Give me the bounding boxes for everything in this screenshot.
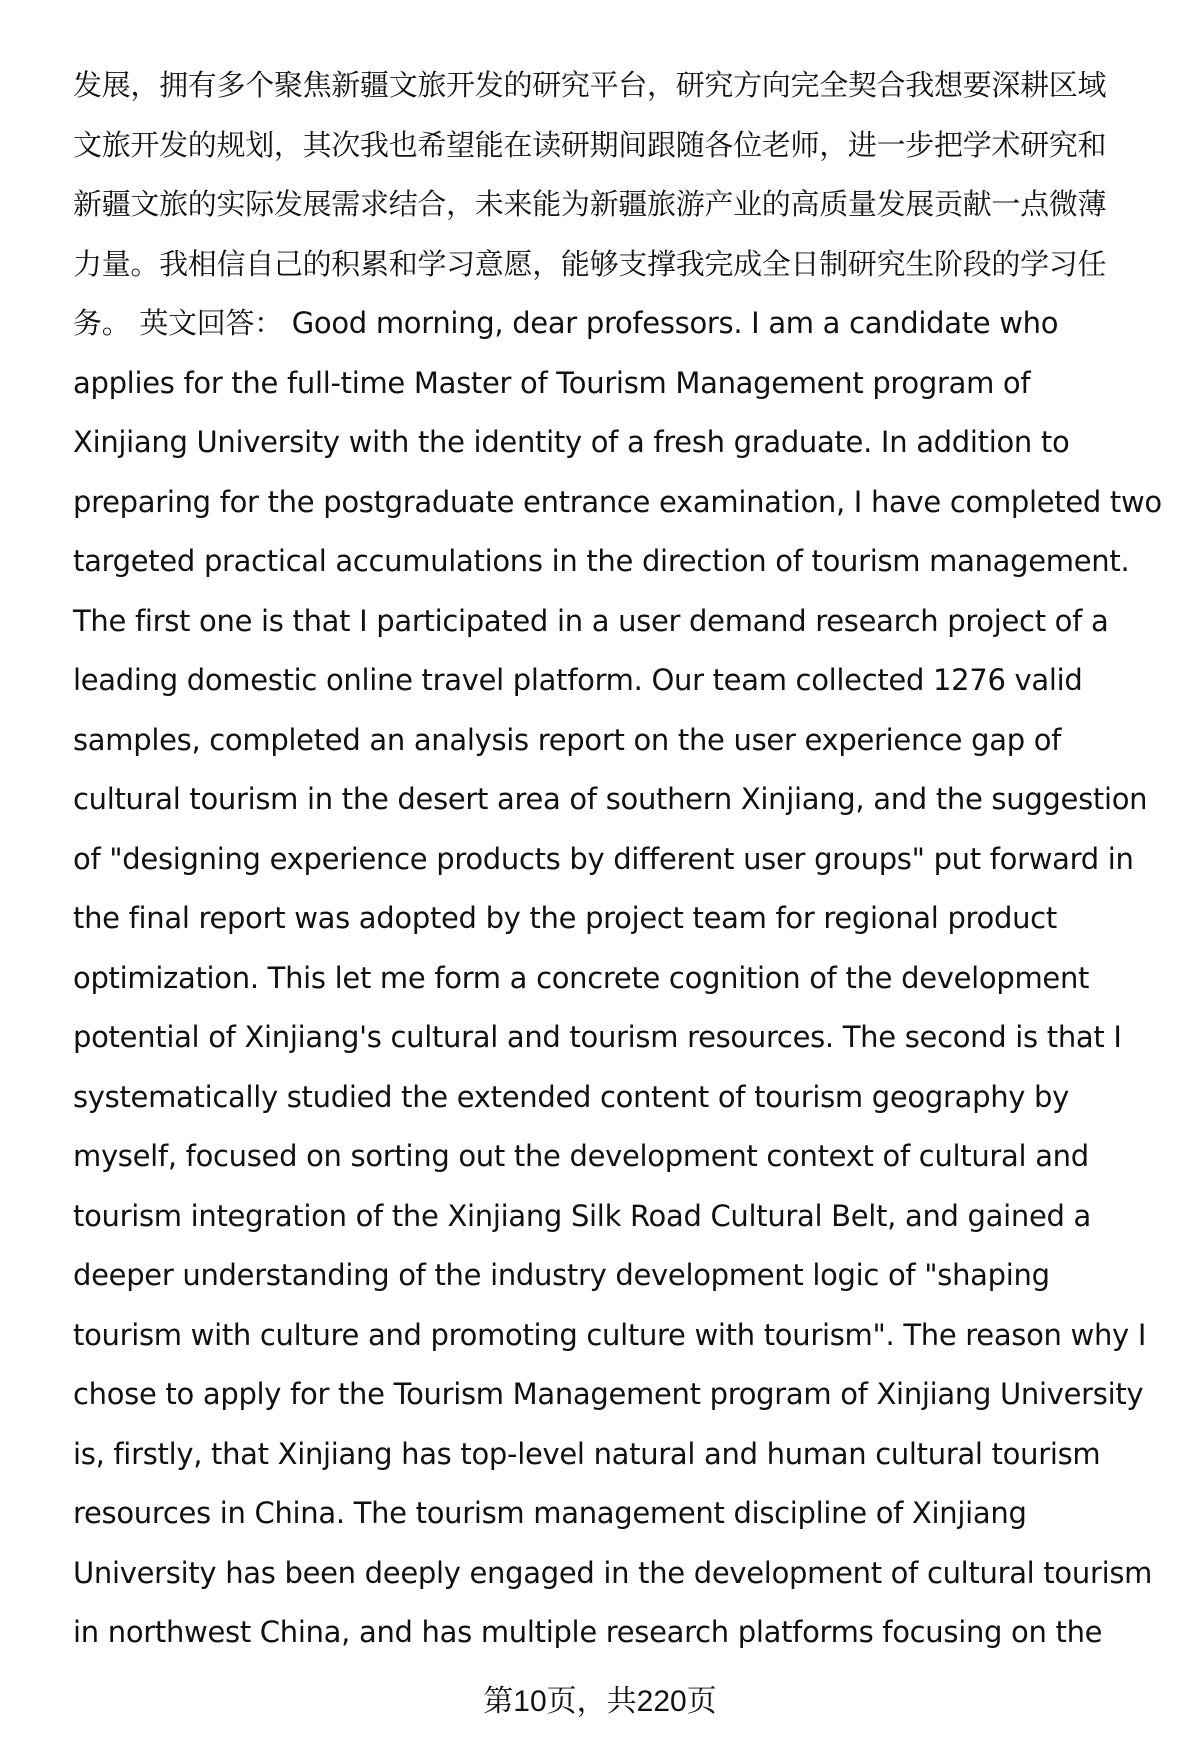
text-line: The first one is that I participated in a user demand research project of a <box>73 603 1109 638</box>
text-line: chose to apply for the Tourism Management program of Xinjiang University <box>73 1377 1144 1411</box>
text-line: applies for the full-time Master of Tourism Management program of <box>73 365 1031 400</box>
text-line: 发展，拥有多个聚焦新疆文旅开发的研究平台，研究方向完全契合我想要深耕区域 <box>73 68 1107 102</box>
text-line: of "designing experience products by different user groups" put forward in <box>73 841 1134 876</box>
text-line: is, firstly, that Xinjiang has top-level natural and human cultural tourism <box>73 1436 1101 1471</box>
page-number: 第10页，共220页 <box>483 1685 717 1718</box>
text-line: systematically studied the extended content of tourism geography by <box>73 1079 1070 1114</box>
text-line: 新疆文旅的实际发展需求结合，未来能为新疆旅游产业的高质量发展贡献一点微薄 <box>73 187 1107 221</box>
text-line: myself, focused on sorting out the development context of cultural and <box>73 1139 1089 1173</box>
text-line: optimization. This let me form a concrete cognition of the development <box>73 960 1090 995</box>
text-line: resources in China. The tourism management discipline of Xinjiang <box>73 1496 1027 1530</box>
text-line: cultural tourism in the desert area of southern Xinjiang, and the suggestion <box>73 782 1148 816</box>
text-line: the final report was adopted by the project team for regional product <box>73 901 1057 935</box>
text-line: samples, completed an analysis report on the user experience gap of <box>73 722 1062 757</box>
text-line: potential of Xinjiang's cultural and tourism resources. The second is that I <box>73 1020 1122 1054</box>
text-line: 文旅开发的规划，其次我也希望能在读研期间跟随各位老师，进一步把学术研究和 <box>73 127 1107 162</box>
text-line: preparing for the postgraduate entrance examination, I have completed two <box>73 484 1162 519</box>
text-line: 务。 英文回答： Good morning, dear professors. I am a candidate who <box>73 306 1059 340</box>
text-line: deeper understanding of the industry development logic of "shaping <box>73 1258 1050 1292</box>
text-line: University has been deeply engaged in the development of cultural tourism <box>73 1555 1153 1590</box>
text-line: in northwest China, and has multiple research platforms focusing on the <box>73 1615 1103 1649</box>
text-line: Xinjiang University with the identity of a fresh graduate. In addition to <box>73 425 1070 459</box>
text-line: targeted practical accumulations in the direction of tourism management. <box>73 544 1130 578</box>
text-line: tourism with culture and promoting culture with tourism". The reason why I <box>73 1317 1147 1352</box>
document-body <box>73 56 1173 1663</box>
text-line: leading domestic online travel platform. Our team collected 1276 valid <box>73 663 1083 697</box>
text-line: 力量。我相信自己的积累和学习意愿，能够支撑我完成全日制研究生阶段的学习任 <box>73 246 1107 281</box>
text-line: tourism integration of the Xinjiang Silk Road Cultural Belt, and gained a <box>73 1198 1092 1233</box>
